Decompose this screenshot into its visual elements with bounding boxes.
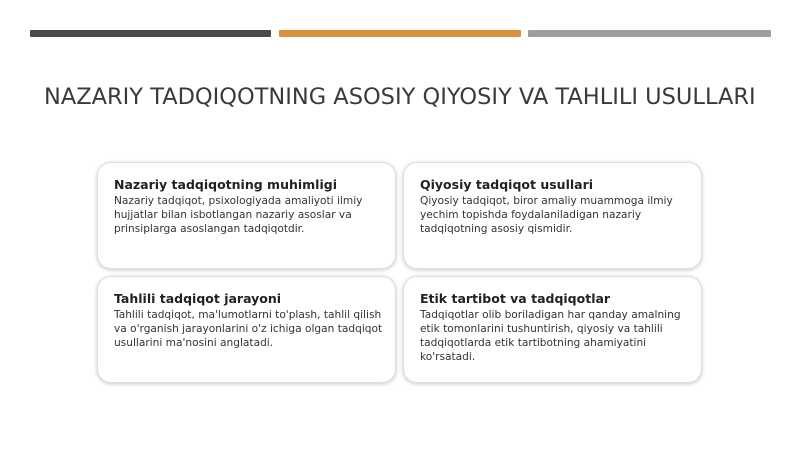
accent-bar-gray bbox=[528, 30, 771, 37]
card-text: Qiyosiy tadqiqot, biror amaliy muammoga ilmiy yechim topishda foydalaniladigan nazariy tadqiqotning asosiy qismidir. bbox=[420, 195, 673, 235]
card-title: Qiyosiy tadqiqot usullari bbox=[420, 177, 594, 192]
card-title: Etik tartibot va tadqiqotlar bbox=[420, 291, 611, 306]
card-ethics bbox=[403, 276, 702, 383]
card-text: Nazariy tadqiqot, psixologiyada amaliyoti ilmiy hujjatlar bilan isbotlangan nazariy asoslar va prinsiplarga asoslangan tadqiqotdir. bbox=[114, 195, 363, 235]
card-analytical-process bbox=[97, 276, 396, 383]
card-comparative-methods bbox=[403, 162, 702, 269]
accent-bar-orange bbox=[279, 30, 521, 37]
card-title: Nazariy tadqiqotning muhimligi bbox=[114, 177, 337, 192]
accent-bar-dark bbox=[30, 30, 271, 37]
card-text: Tahlili tadqiqot, ma'lumotlarni to'plash, tahlil qilish va o'rganish jarayonlarini o'z ichiga olgan tadqiqot usullarini ma'nosini anglatadi. bbox=[114, 309, 383, 349]
slide-title: NAZARIY TADQIQOTNING ASOSIY QIYOSIY VA TAHLILI USULLARI bbox=[44, 84, 756, 110]
card-title: Tahlili tadqiqot jarayoni bbox=[114, 291, 282, 306]
card-theory-importance bbox=[97, 162, 396, 269]
card-text: Tadqiqotlar olib boriladigan har qanday amalning etik tomonlarini tushuntirish, qiyosiy va tahlili tadqiqotlarda etik tartibotning ahamiyatini ko'rsatadi. bbox=[420, 309, 681, 363]
